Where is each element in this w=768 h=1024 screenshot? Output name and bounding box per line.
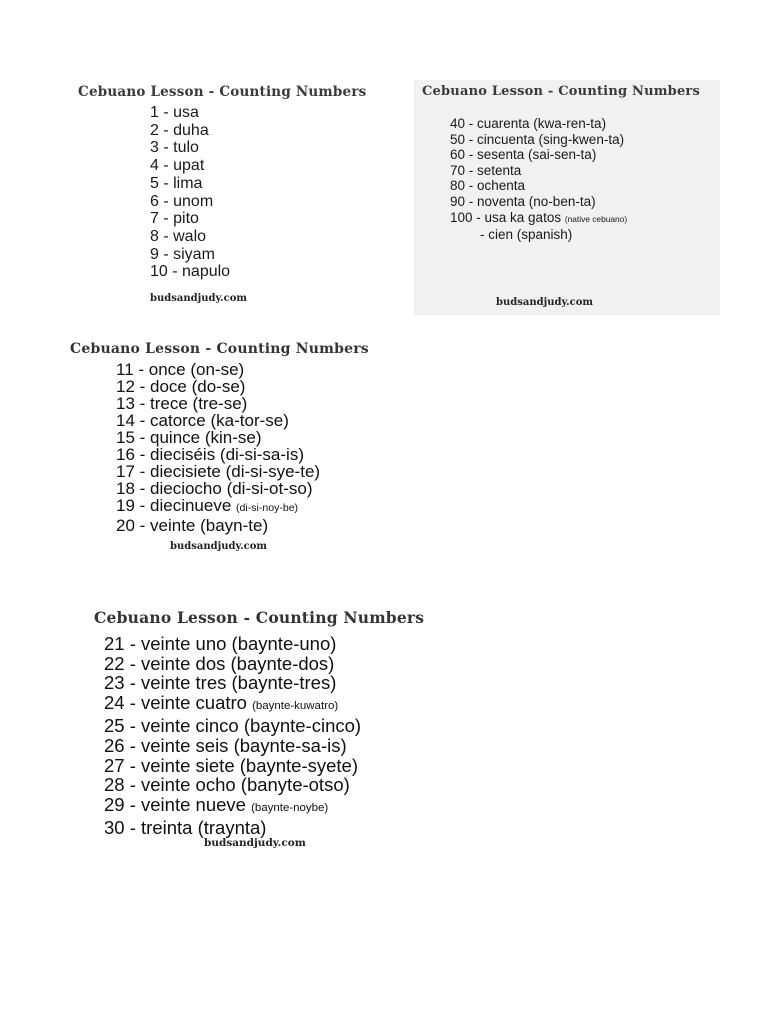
list-item	[116, 412, 320, 429]
number-entry: 28 - veinte ocho (banyte-otso)	[104, 774, 350, 796]
list-item	[104, 673, 361, 693]
number-entry: 7 - pito	[150, 210, 199, 228]
number-entry: 60 - sesenta (sai-sen-ta)	[450, 147, 597, 163]
number-note: (baynte-noybe)	[251, 801, 329, 814]
source-credit: budsandjudy.com	[170, 541, 267, 552]
source-credit: budsandjudy.com	[150, 293, 247, 304]
list-item	[150, 175, 230, 193]
list-item	[150, 263, 230, 281]
list-item	[450, 163, 627, 179]
lesson-title: Cebuano Lesson - Counting Numbers	[422, 84, 701, 99]
lesson-card-1-to-10	[70, 80, 410, 315]
lesson-card-40-to-100	[414, 80, 720, 315]
number-entry: - cien (spanish)	[480, 227, 573, 243]
list-item	[104, 736, 361, 756]
number-entry: 23 - veinte tres (baynte-tres)	[104, 672, 337, 694]
number-entry: 100 - usa ka gatos	[450, 209, 565, 225]
list-item	[116, 395, 320, 412]
list-item	[450, 116, 627, 132]
number-entry: 19 - diecinueve	[116, 496, 237, 515]
list-item	[150, 122, 230, 140]
list-item	[150, 104, 230, 122]
number-entry: 90 - noventa (no-ben-ta)	[450, 193, 596, 209]
number-note: (baynte-kuwatro)	[252, 699, 339, 712]
list-item	[116, 463, 320, 480]
number-entry: 27 - veinte siete (baynte-syete)	[104, 754, 358, 776]
list-item	[116, 378, 320, 395]
number-entry: 10 - napulo	[150, 263, 231, 281]
number-entry: 6 - unom	[150, 192, 214, 210]
list-item	[116, 497, 320, 517]
number-entry: 5 - lima	[150, 174, 203, 192]
number-entry: 50 - cincuenta (sing-kwen-ta)	[450, 131, 625, 147]
number-list	[104, 634, 361, 838]
list-item	[450, 194, 627, 210]
list-item	[104, 795, 361, 819]
list-item	[104, 756, 361, 776]
number-entry: 20 - veinte (bayn-te)	[116, 516, 269, 535]
lesson-title: Cebuano Lesson - Counting Numbers	[78, 84, 367, 100]
list-item	[116, 480, 320, 497]
list-item	[104, 716, 361, 736]
list-item	[104, 775, 361, 795]
number-note: (native cebuano)	[564, 213, 628, 224]
number-entry: 1 - usa	[150, 104, 199, 121]
lesson-card-11-to-20	[62, 336, 482, 560]
number-list	[450, 116, 627, 243]
number-entry: 13 - trece (tre-se)	[116, 394, 248, 413]
source-credit: budsandjudy.com	[204, 837, 306, 849]
list-item	[450, 147, 627, 163]
list-item	[150, 157, 230, 175]
list-item	[150, 246, 230, 264]
number-entry: 24 - veinte cuatro	[104, 691, 253, 713]
list-item	[116, 429, 320, 446]
number-entry: 26 - veinte seis (baynte-sa-is)	[104, 734, 347, 756]
number-entry: 4 - upat	[150, 157, 205, 175]
number-entry: 16 - dieciséis (di-si-sa-is)	[116, 445, 304, 464]
list-item	[116, 446, 320, 463]
list-item	[150, 228, 230, 246]
number-entry: 8 - walo	[150, 227, 207, 245]
list-item	[150, 193, 230, 211]
number-entry: 11 - once (on-se)	[116, 360, 245, 379]
number-entry: 29 - veinte nueve	[104, 793, 252, 815]
number-entry: 22 - veinte dos (baynte-dos)	[104, 652, 335, 674]
number-entry: 80 - ochenta	[450, 178, 526, 194]
number-entry: 21 - veinte uno (baynte-uno)	[104, 633, 337, 654]
list-item	[150, 139, 230, 157]
number-entry: 15 - quince (kin-se)	[116, 428, 262, 447]
list-item	[116, 361, 320, 378]
number-note: (di-si-noy-be)	[236, 502, 299, 514]
list-item	[104, 634, 361, 654]
number-entry: 9 - siyam	[150, 245, 215, 263]
number-entry: 12 - doce (do-se)	[116, 377, 246, 396]
list-item	[104, 818, 361, 838]
number-entry: 70 - setenta	[450, 162, 522, 178]
list-item	[104, 654, 361, 674]
list-item	[450, 178, 627, 194]
number-entry: 2 - duha	[150, 121, 209, 139]
number-entry: 17 - diecisiete (di-si-sye-te)	[116, 462, 321, 481]
list-item	[450, 132, 627, 148]
number-entry: 18 - dieciocho (di-si-ot-so)	[116, 479, 313, 498]
list-item	[450, 210, 627, 228]
lesson-title: Cebuano Lesson - Counting Numbers	[94, 608, 425, 627]
list-item	[104, 693, 361, 717]
number-entry: 30 - treinta (traynta)	[104, 817, 267, 839]
source-credit: budsandjudy.com	[496, 297, 593, 308]
number-entry: 25 - veinte cinco (baynte-cinco)	[104, 715, 362, 737]
list-item	[150, 210, 230, 228]
number-entry: 14 - catorce (ka-tor-se)	[116, 411, 289, 430]
number-list	[150, 104, 230, 281]
list-item	[450, 227, 627, 243]
number-entry: 3 - tulo	[150, 139, 199, 157]
lesson-title: Cebuano Lesson - Counting Numbers	[70, 341, 369, 357]
lesson-card-21-to-30	[86, 600, 526, 858]
number-entry: 40 - cuarenta (kwa-ren-ta)	[450, 116, 607, 131]
number-list	[116, 361, 320, 534]
list-item	[116, 517, 320, 534]
